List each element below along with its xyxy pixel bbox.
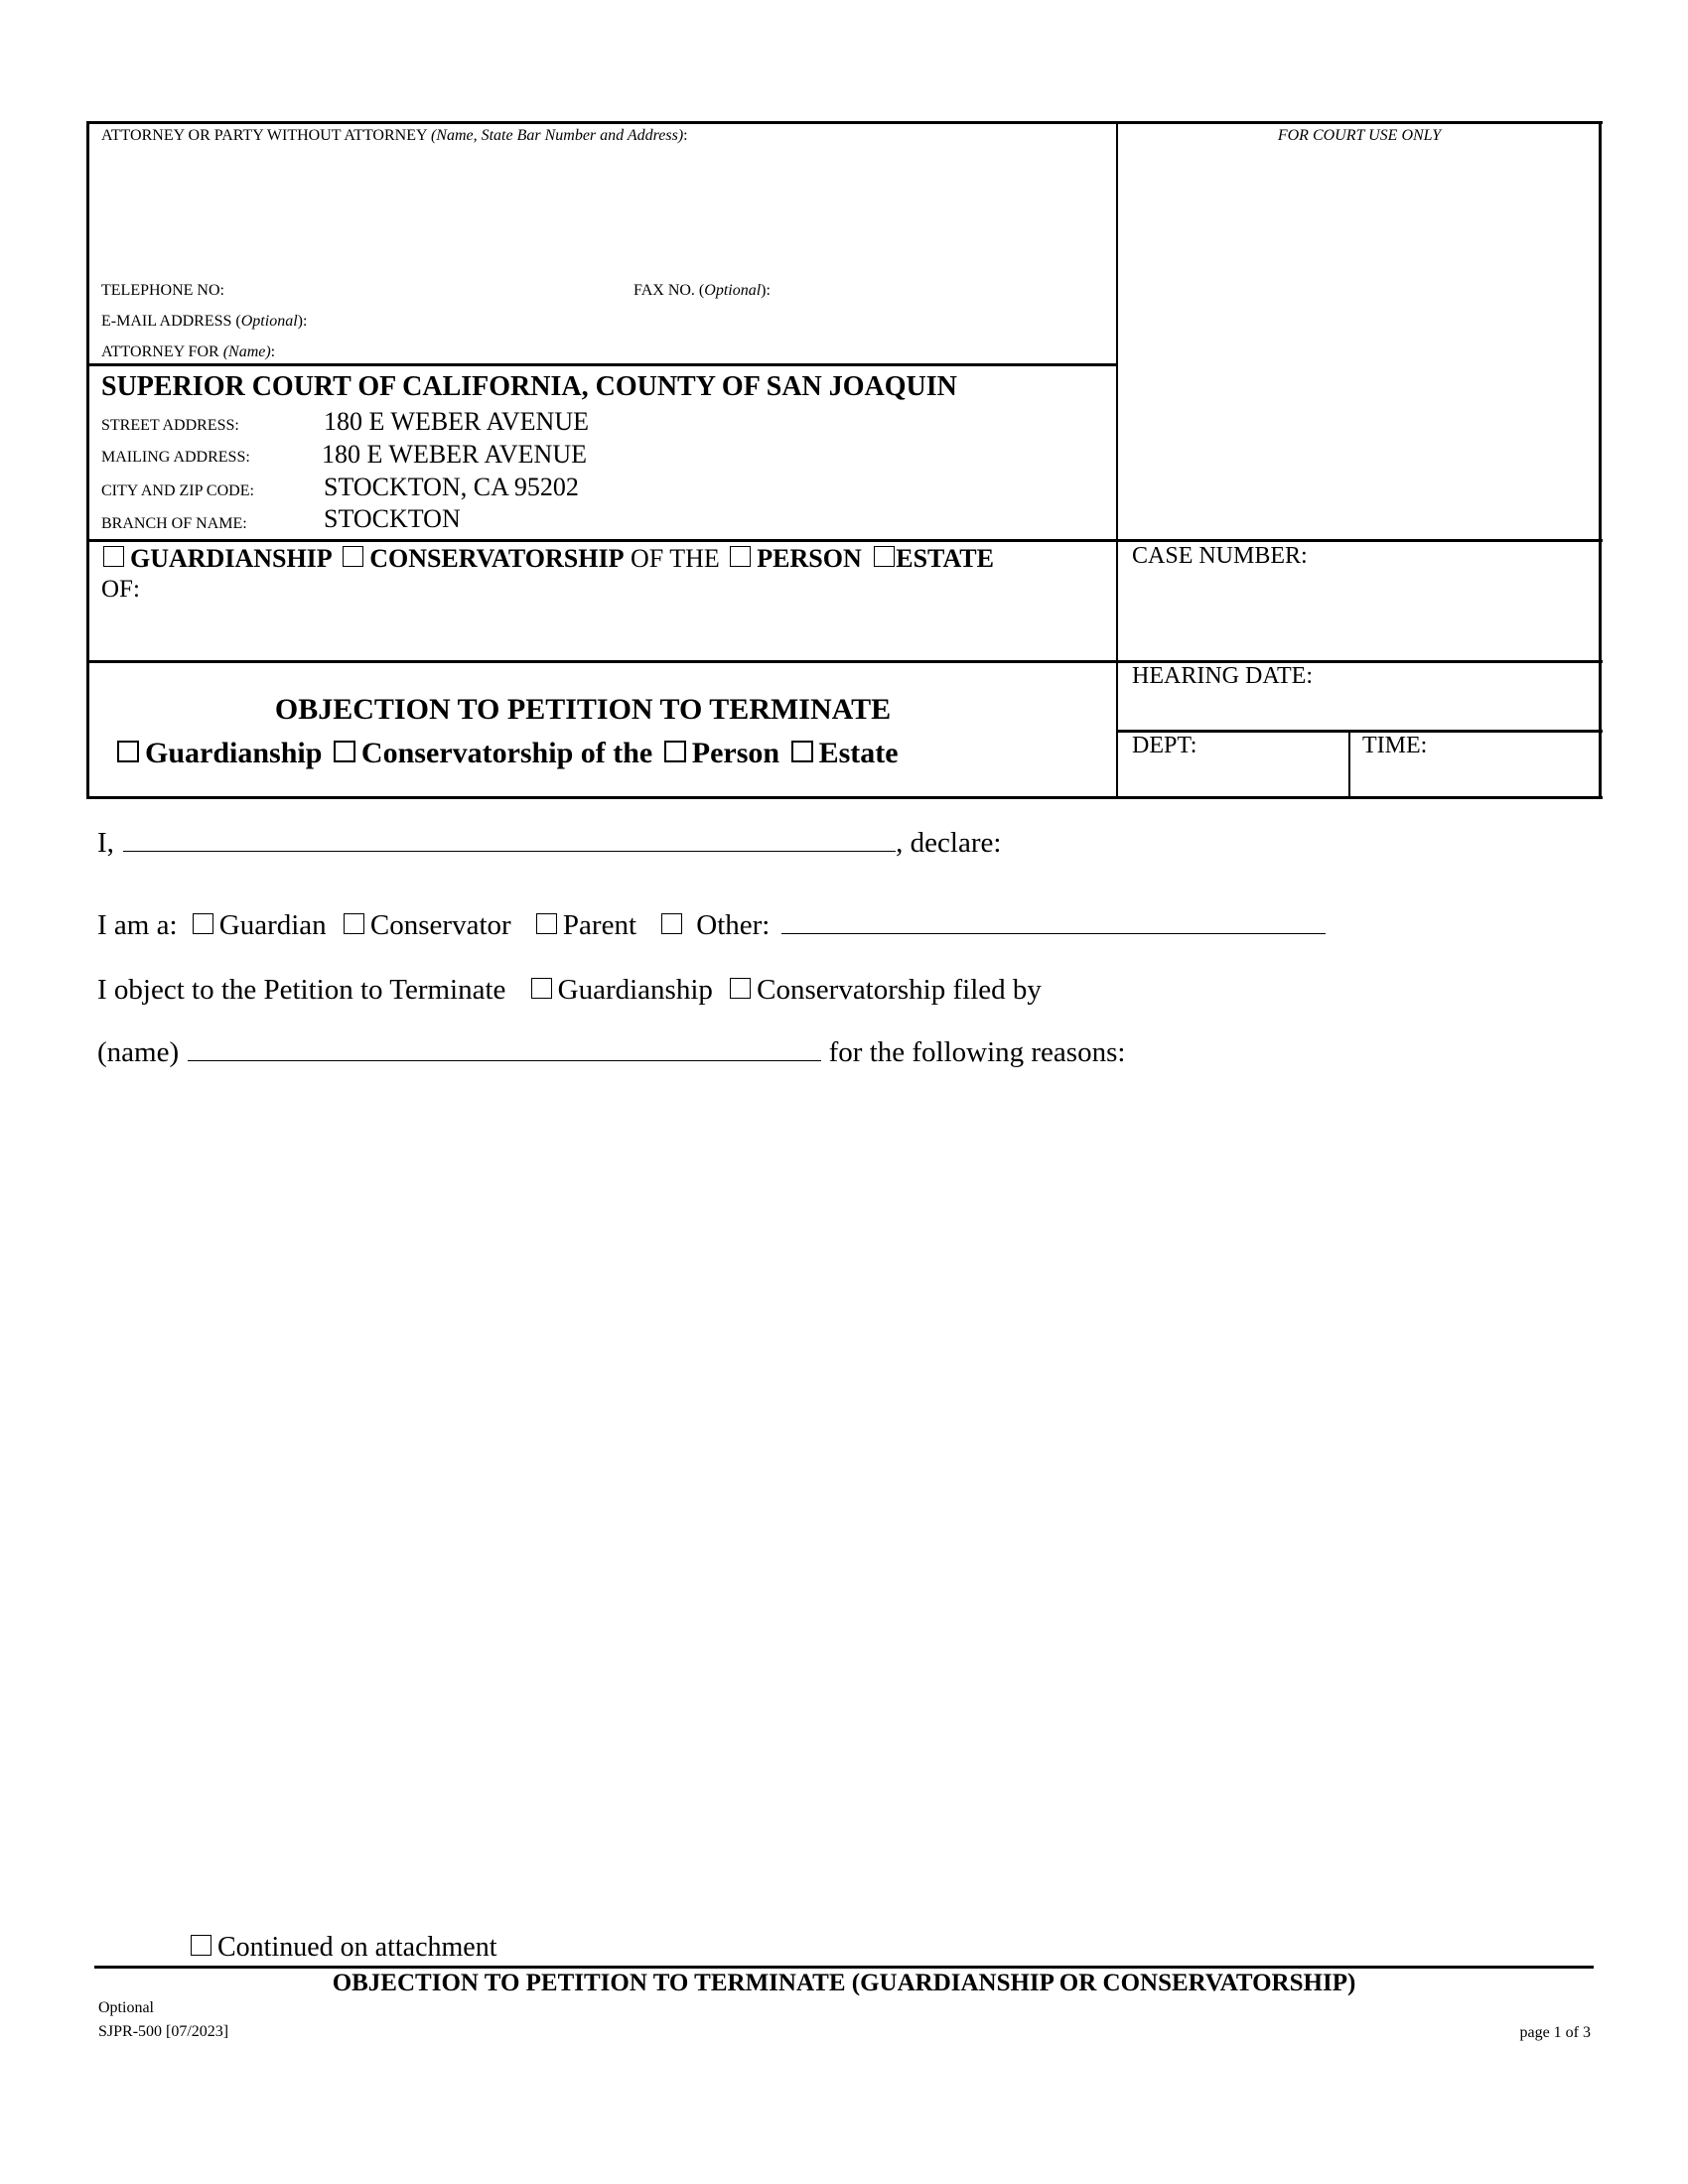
ward-name-field[interactable] (149, 576, 1102, 655)
person-label: PERSON (757, 544, 862, 573)
title-estate-checkbox[interactable] (791, 741, 813, 762)
person-checkbox[interactable] (730, 546, 751, 567)
conservatorship-label: CONSERVATORSHIP (369, 544, 625, 573)
city-zip-label: CITY AND ZIP CODE: (101, 482, 254, 499)
street-address-value: 180 E WEBER AVENUE (324, 407, 589, 436)
form-title: OBJECTION TO PETITION TO TERMINATE (274, 693, 892, 726)
mailing-address-value: 180 E WEBER AVENUE (322, 440, 587, 469)
email-field[interactable] (357, 309, 1102, 333)
petitioner-name-prefix: (name) (97, 1036, 180, 1068)
footer-form-id: SJPR-500 [07/2023] (98, 2023, 229, 2040)
caption-section-divider (86, 660, 1603, 663)
role-parent-checkbox[interactable] (536, 913, 557, 934)
court-use-label: FOR COURT USE ONLY (1277, 127, 1442, 144)
role-other-checkbox[interactable] (661, 913, 682, 934)
branch-name-label: BRANCH OF NAME: (101, 515, 247, 532)
title-person-checkbox[interactable] (664, 741, 686, 762)
petitioner-line (97, 1031, 1125, 1069)
declarant-name-field[interactable] (123, 824, 896, 852)
estate-label: ESTATE (896, 544, 994, 573)
conservatorship-checkbox[interactable] (343, 546, 363, 567)
role-parent-label: Parent (562, 909, 637, 941)
of-the-label: OF THE (630, 544, 720, 573)
dept-label: DEPT: (1132, 733, 1197, 758)
continued-checkbox[interactable] (191, 1935, 211, 1956)
email-label-text: E-MAIL ADDRESS ( (101, 313, 241, 330)
title-estate-label: Estate (818, 737, 899, 769)
box-column-divider (1116, 121, 1118, 799)
attorney-for-field[interactable] (318, 340, 1102, 361)
attorney-label-hint: (Name, State Bar Number and Address) (430, 127, 684, 144)
attorney-label-text: ATTORNEY OR PARTY WITHOUT ATTORNEY (101, 127, 431, 144)
street-address-label: STREET ADDRESS: (101, 417, 239, 434)
footer-rule (94, 1966, 1594, 1969)
reasons-suffix: for the following reasons: (828, 1036, 1126, 1068)
caption-of-label: OF: (101, 576, 140, 603)
title-conservatorship-label: Conservatorship of the (360, 737, 653, 769)
city-zip-value: STOCKTON, CA 95202 (324, 473, 579, 501)
title-guardianship-label: Guardianship (145, 737, 323, 769)
object-conservatorship-label: Conservatorship filed by (757, 974, 1042, 1006)
court-section-divider (86, 539, 1603, 542)
case-caption-type (103, 544, 994, 574)
role-other-label: Other: (696, 909, 771, 941)
role-conservator-checkbox[interactable] (344, 913, 364, 934)
declare-suffix: , declare: (896, 827, 1002, 859)
role-line (97, 904, 1326, 942)
title-guardianship-checkbox[interactable] (117, 741, 139, 762)
hearing-date-label: HEARING DATE: (1132, 663, 1313, 689)
footer-page-number: page 1 of 3 (1519, 2024, 1591, 2041)
branch-name-value: STOCKTON (324, 504, 461, 533)
case-number-field[interactable] (1132, 576, 1589, 655)
attorney-for-label-hint: (Name) (222, 343, 271, 360)
attorney-section-divider (86, 363, 1118, 366)
email-label-hint: Optional (240, 313, 298, 330)
guardianship-checkbox[interactable] (103, 546, 124, 567)
time-label: TIME: (1362, 733, 1428, 758)
fax-label (633, 282, 771, 300)
fax-label-text: FAX NO. ( (633, 282, 705, 299)
footer-optional: Optional (98, 1999, 154, 2016)
object-conservatorship-checkbox[interactable] (730, 978, 751, 999)
petitioner-name-field[interactable] (188, 1031, 821, 1061)
estate-checkbox[interactable] (874, 546, 895, 567)
fax-label-end: ): (761, 282, 771, 299)
attorney-label (101, 127, 688, 145)
attorney-for-label-end: : (270, 343, 276, 360)
object-guardianship-checkbox[interactable] (531, 978, 552, 999)
fax-field[interactable] (804, 278, 1102, 302)
fax-label-hint: Optional (704, 282, 762, 299)
guardianship-label: GUARDIANSHIP (130, 544, 333, 573)
telephone-field[interactable] (258, 278, 616, 302)
title-conservatorship-checkbox[interactable] (334, 741, 355, 762)
declaration-line (97, 824, 1001, 860)
email-label (101, 313, 307, 331)
objection-line (97, 974, 1042, 1007)
role-other-field[interactable] (781, 904, 1326, 934)
role-conservator-label: Conservator (369, 909, 511, 941)
court-name: SUPERIOR COURT OF CALIFORNIA, COUNTY OF SAN JOAQUIN (101, 371, 957, 402)
attorney-info-field[interactable] (99, 149, 1102, 278)
attorney-for-label-text: ATTORNEY FOR (101, 343, 223, 360)
object-guardianship-label: Guardianship (557, 974, 713, 1006)
box-bottom-border (86, 796, 1603, 799)
continued-label: Continued on attachment (217, 1932, 497, 1963)
footer-title: OBJECTION TO PETITION TO TERMINATE (GUARDIANSHIP OR CONSERVATORSHIP) (332, 1970, 1356, 1996)
role-prefix: I am a: (97, 909, 178, 941)
time-field[interactable] (1362, 762, 1591, 794)
objection-text: I object to the Petition to Terminate (97, 974, 506, 1006)
email-label-end: ): (297, 313, 308, 330)
case-number-label: CASE NUMBER: (1132, 543, 1308, 569)
role-guardian-checkbox[interactable] (193, 913, 213, 934)
declare-prefix: I, (97, 827, 114, 859)
dept-time-divider (1348, 730, 1350, 799)
attorney-for-label (101, 343, 275, 361)
title-person-label: Person (691, 737, 780, 769)
role-guardian-label: Guardian (218, 909, 327, 941)
reasons-text-area[interactable] (97, 1082, 1587, 1906)
box-right-border (1599, 121, 1602, 799)
dept-field[interactable] (1132, 762, 1340, 794)
form-title-options (117, 737, 899, 770)
mailing-address-label: MAILING ADDRESS: (101, 449, 250, 466)
attorney-label-colon: : (683, 127, 688, 144)
hearing-date-field[interactable] (1132, 695, 1589, 727)
telephone-label: TELEPHONE NO: (101, 282, 224, 299)
box-top-border (86, 121, 1603, 124)
continued-on-attachment (191, 1932, 497, 1964)
